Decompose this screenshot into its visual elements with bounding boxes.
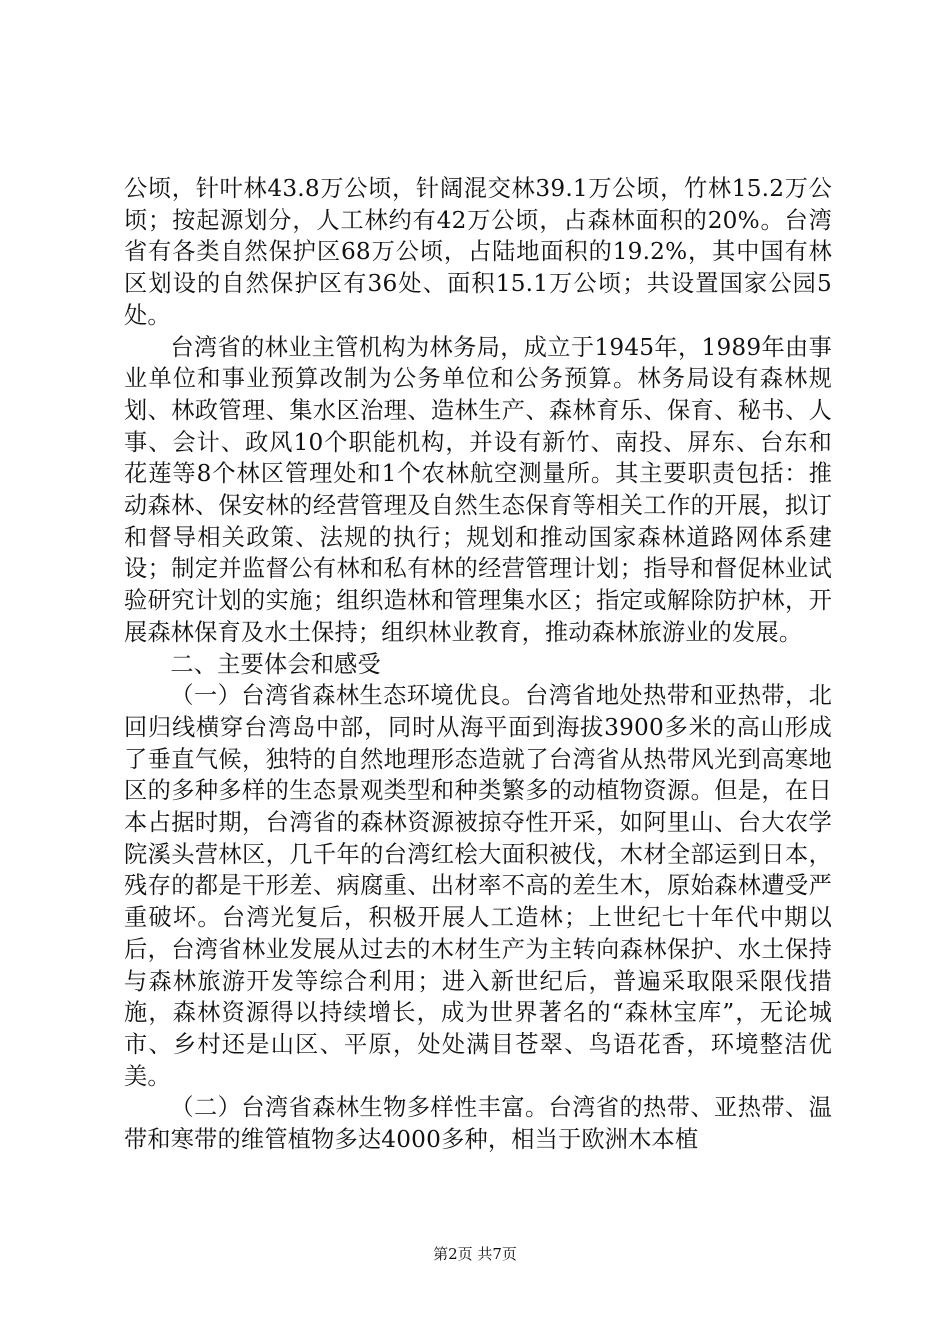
document-body [124, 173, 832, 1156]
paragraph-biodiversity: （二）台湾省森林生物多样性丰富。台湾省的热带、亚热带、温带和寒带的维管植物多达4000多种，相当于欧洲木本植 [124, 1094, 832, 1154]
paragraph-ecology: （一）台湾省森林生态环境优良。台湾省地处热带和亚热带，北回归线横穿台湾岛中部，同时从海平面到海拔3900多米的高山形成了垂直气候，独特的自然地理形态造就了台湾省从热带风光到高寒地区的多种多样的生态景观类型和种类繁多的动植物资源。但是，在日本占据时期，台湾省的森林资源被掠夺性开采，如阿里山、台大农学院溪头营林区，几千年的台湾红桧大面积被伐，木材全部运到日本，残存的都是干形差、病腐重、出材率不高的差生木，原始森林遭受严重破坏。台湾光复后，积极开展人工造林；上世纪七十年代中期以后，台湾省林业发展从过去的木材生产为主转向森林保护、水土保持与森林旅游开发等综合利用；进入新世纪后，普遍采取限采限伐措施，森林资源得以持续增长，成为世界著名的“森林宝库”，无论城市、乡村还是山区、平原，处处满目苍翠、鸟语花香，环境整洁优美。 [124, 682, 832, 1090]
page-footer: 第2页 共7页 [433, 1245, 517, 1263]
section-heading: 二、主要体会和感受 [170, 650, 381, 678]
paragraph-forestry-bureau: 台湾省的林业主管机构为林务局，成立于1945年，1989年由事业单位和事业预算改制为公务单位和公务预算。林务局设有森林规划、林政管理、集水区治理、造林生产、森林育乐、保育、秘书、人事、会计、政风10个职能机构，并设有新竹、南投、屏东、台东和花莲等8个林区管理处和1个农林航空测量所。其主要职责包括：推动森林、保安林的经营管理及自然生态保育等相关工作的开展，拟订和督导相关政策、法规的执行；规划和推动国家森林道路网体系建设；制定并监督公有林和私有林的经营管理计划；指导和督促林业试验研究计划的实施；组织造林和管理集水区；指定或解除防护林，开展森林保育及水土保持；组织林业教育，推动森林旅游业的发展。 [124, 333, 832, 646]
paragraph-forest-area: 公顷，针叶林43.8万公顷，针阔混交林39.1万公顷，竹林15.2万公顷；按起源划分，人工林约有42万公顷，占森林面积的20%。台湾省有各类自然保护区68万公顷，占陆地面积的19.2%，其中国有林区划设的自然保护区有36处、面积15.1万公顷；共设置国家公园5处。 [124, 175, 832, 329]
